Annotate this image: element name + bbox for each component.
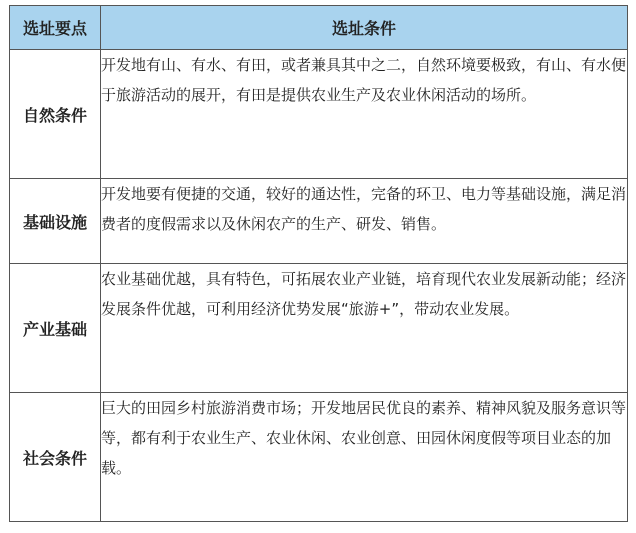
site-selection-table — [9, 5, 628, 522]
header-row — [10, 6, 628, 50]
table-row — [10, 50, 628, 179]
row-value: 农业基础优越，具有特色，可拓展农业产业链，培育现代农业发展新动能；经济发展条件优越，可利用经济优势发展“旅游+”，带动农业发展。 — [101, 264, 628, 393]
row-key: 自然条件 — [10, 50, 101, 179]
row-value: 开发地有山、有水、有田，或者兼具其中之二，自然环境要极致，有山、有水便于旅游活动的展开，有田是提供农业生产及农业休闲活动的场所。 — [101, 50, 628, 179]
header-value: 选址条件 — [101, 6, 628, 50]
header-key: 选址要点 — [10, 6, 101, 50]
row-key: 社会条件 — [10, 393, 101, 522]
row-value: 巨大的田园乡村旅游消费市场；开发地居民优良的素养、精神风貌及服务意识等等，都有利于农业生产、农业休闲、农业创意、田园休闲度假等项目业态的加载。 — [101, 393, 628, 522]
row-key: 产业基础 — [10, 264, 101, 393]
table-row — [10, 179, 628, 264]
table-row — [10, 264, 628, 393]
table-row — [10, 393, 628, 522]
row-value: 开发地要有便捷的交通，较好的通达性，完备的环卫、电力等基础设施，满足消费者的度假需求以及休闲农产的生产、研发、销售。 — [101, 179, 628, 264]
row-key: 基础设施 — [10, 179, 101, 264]
